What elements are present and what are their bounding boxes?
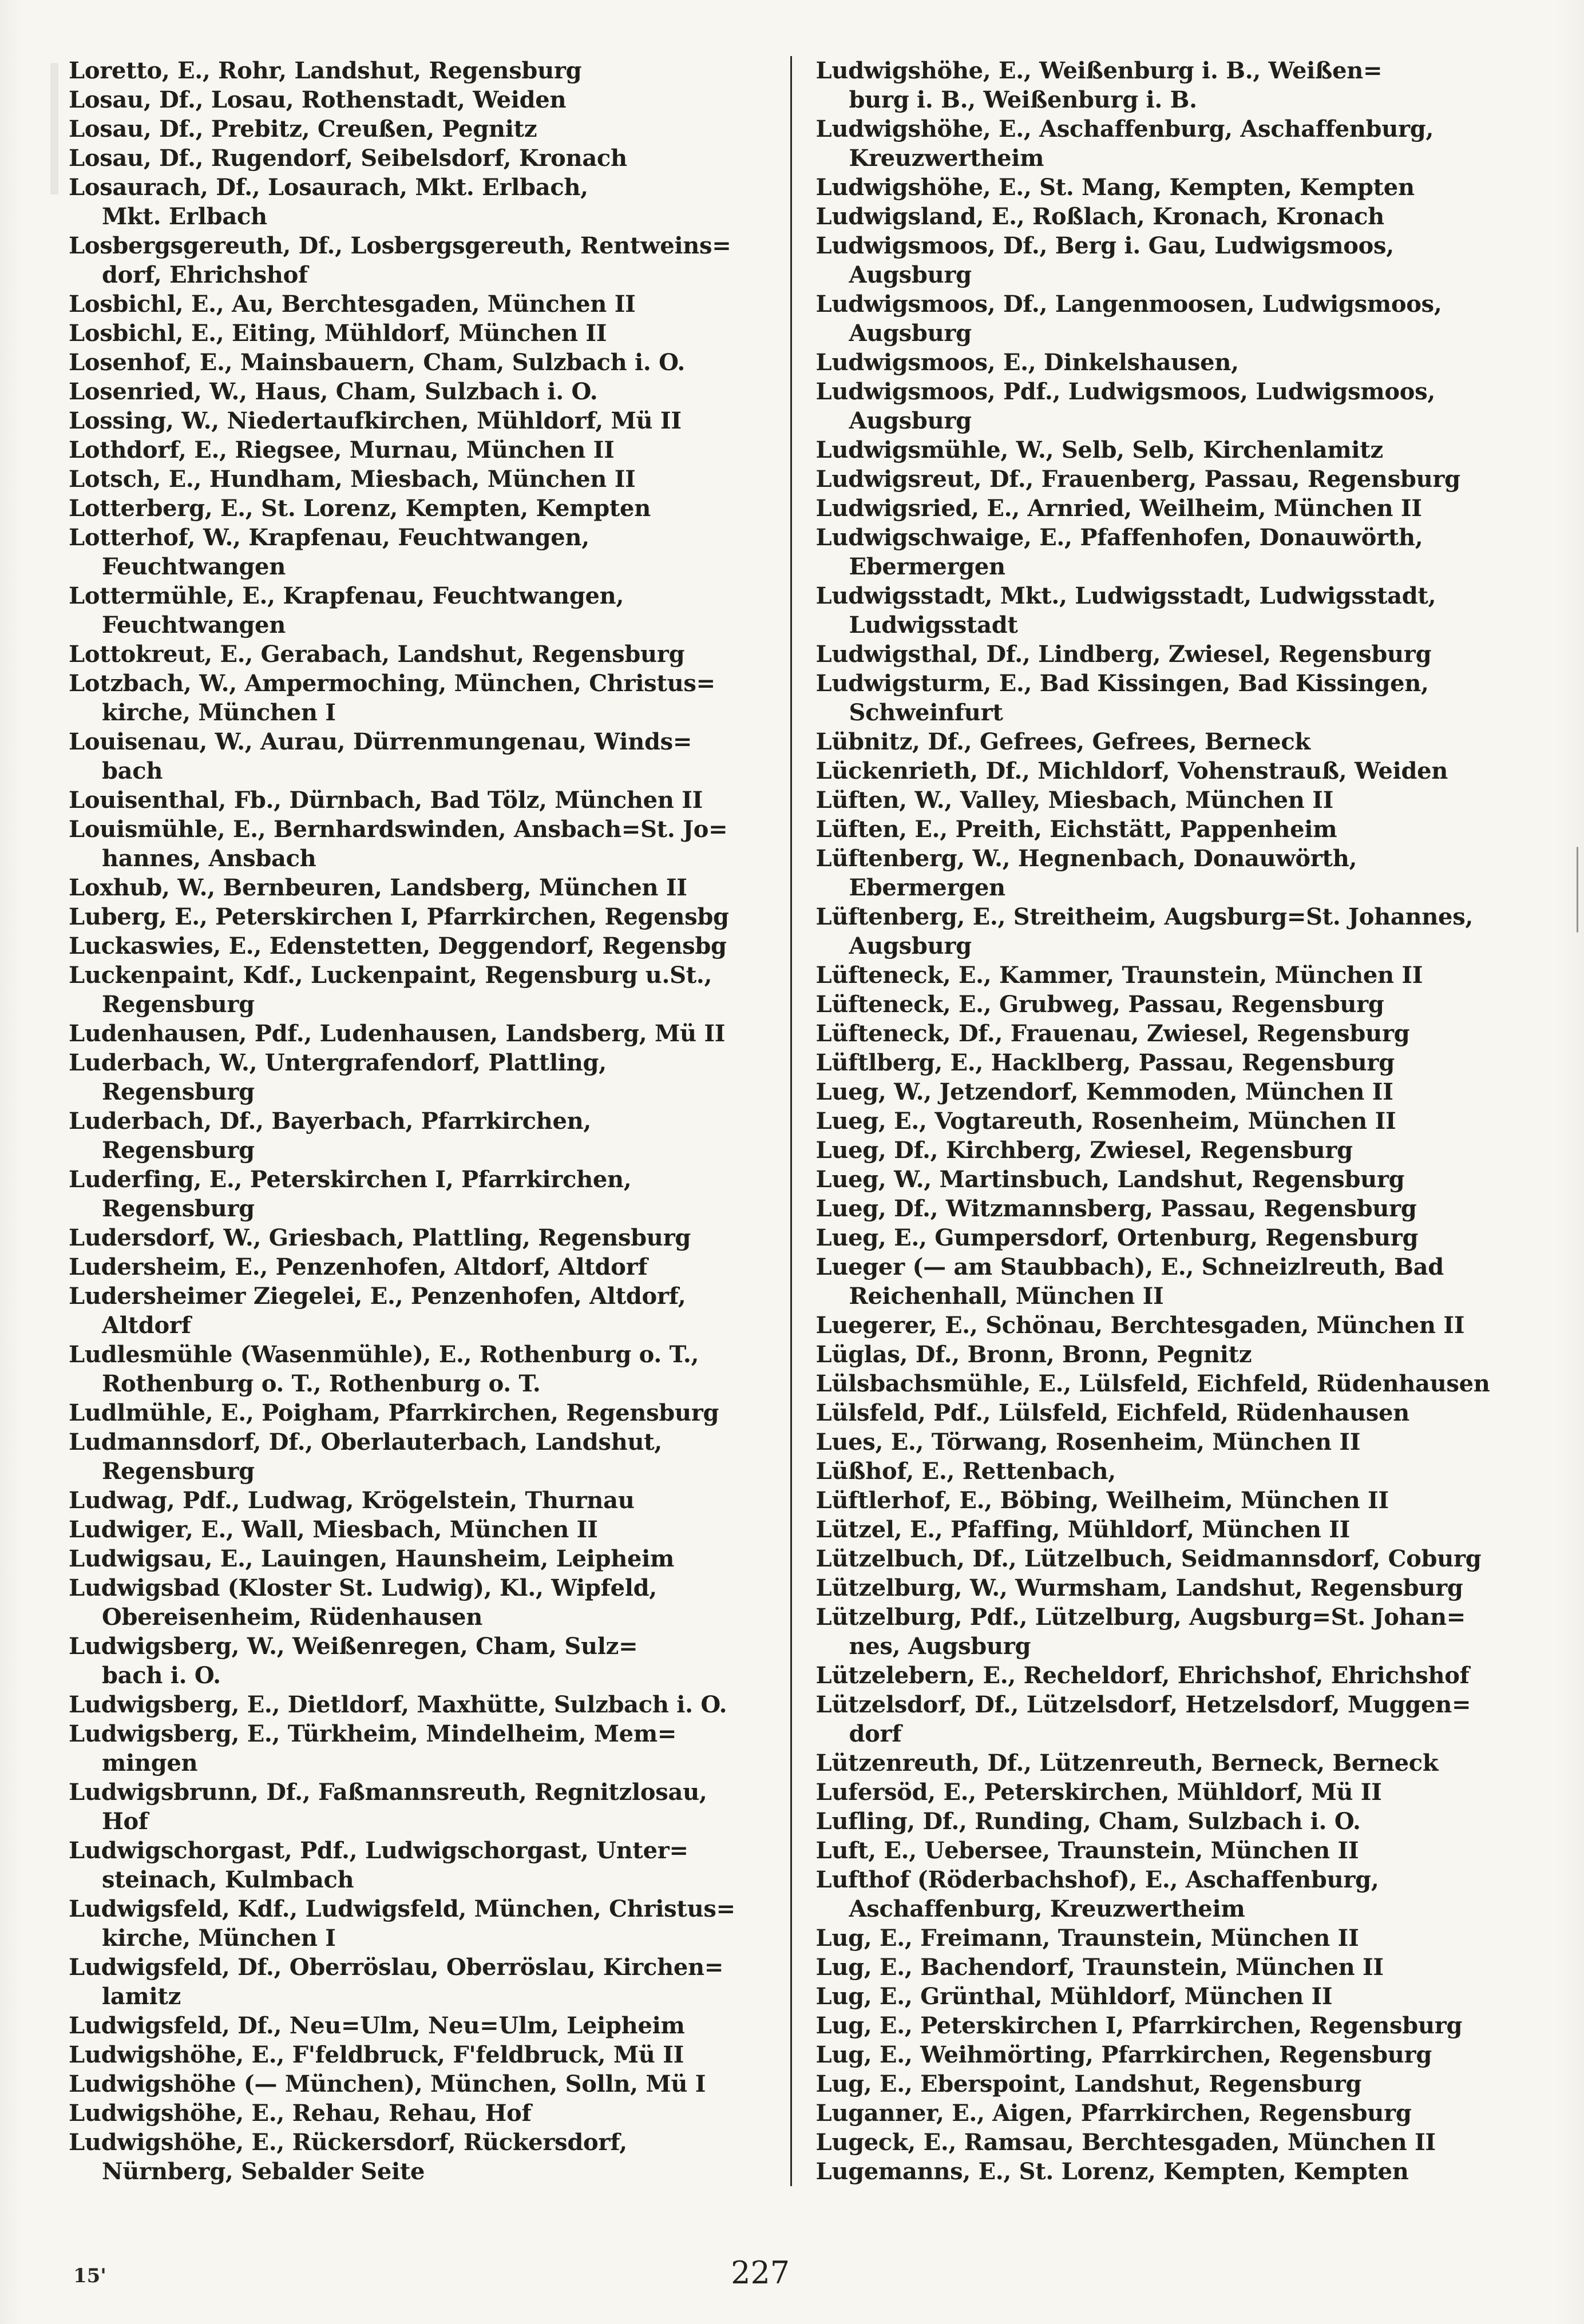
entry-line: Lüftlberg, E., Hacklberg, Passau, Regensburg [815,1049,1395,1076]
entry-line: Ludwigsthal, Df., Lindberg, Zwiesel, Regensburg [815,641,1432,668]
entry-line: Lug, E., Weihmörting, Pfarrkirchen, Regensburg [815,2041,1432,2068]
entry-line: Lues, E., Törwang, Rosenheim, München II [815,1429,1361,1456]
gazetteer-entry [816,1748,1530,1778]
gazetteer-entry [69,2128,782,2186]
entry-line: Augsburg [849,933,972,959]
entry-line: Ludlesmühle (Wasenmühle), E., Rothenburg o. T., [69,1341,699,1368]
entry-line: Lüftlerhof, E., Böbing, Weilheim, München II [815,1487,1389,1514]
gazetteer-entry [69,377,782,406]
entry-line: Lotterhof, W., Krapfenau, Feuchtwangen, [69,524,589,551]
gazetteer-entry [816,1924,1530,1953]
entry-line: Nürnberg, Sebalder Seite [102,2158,425,2185]
gazetteer-entry [816,2157,1530,2186]
gazetteer-entry [69,902,782,931]
gazetteer-entry [816,1194,1530,1223]
entry-line: Lotterberg, E., St. Lorenz, Kempten, Kempten [69,495,651,522]
left-column [69,56,782,2186]
entry-line: Ludwigsfeld, Kdf., Ludwigsfeld, München, Christus= [69,1895,735,1922]
entry-line: Ludwigsfeld, Df., Neu=Ulm, Neu=Ulm, Leipheim [69,2012,685,2039]
gazetteer-entry [69,465,782,494]
entry-line: Louismühle, E., Bernhardswinden, Ansbach=St. Jo= [69,816,728,843]
entry-line: Louisenau, W., Aurau, Dürrenmungenau, Winds= [69,728,692,755]
gazetteer-entry [816,902,1530,961]
gazetteer-entry [816,1107,1530,1136]
entry-line: Augsburg [849,261,972,288]
gazetteer-entry [816,1019,1530,1048]
entry-line: Ludersheim, E., Penzenhofen, Altdorf, Altdorf [69,1254,648,1280]
entry-line: Ludwigshöhe, E., Aschaffenburg, Aschaffenburg, [815,116,1434,142]
entry-line: Lufling, Df., Runding, Cham, Sulzbach i. O. [815,1808,1361,1835]
entry-line: Luderbach, Df., Bayerbach, Pfarrkirchen, [69,1108,592,1135]
gazetteer-entry [816,2099,1530,2128]
entry-line: Lützel, E., Pfaffing, Mühldorf, München II [815,1516,1351,1543]
gazetteer-entry [69,289,782,319]
entry-line: Altdorf [102,1312,191,1339]
scan-artifact [1577,847,1578,933]
entry-line: Lueg, E., Gumpersdorf, Ortenburg, Regensburg [815,1224,1419,1251]
entry-line: Lueg, W., Jetzendorf, Kemmoden, München II [815,1078,1393,1105]
entry-line: Lug, E., Grünthal, Mühldorf, München II [815,1983,1333,2010]
gazetteer-entry [816,844,1530,902]
gazetteer-entry [816,815,1530,844]
gazetteer-entry [816,786,1530,815]
gazetteer-entry [69,640,782,669]
gazetteer-entry [816,2069,1530,2099]
entry-line: Regensburg [102,991,255,1018]
entry-line: Ludwigsau, E., Lauingen, Haunsheim, Leipheim [69,1545,675,1572]
gazetteer-entry [816,1865,1530,1924]
gazetteer-entry [816,1544,1530,1573]
gazetteer-entry [816,1048,1530,1077]
entry-line: Loretto, E., Rohr, Landshut, Regensburg [69,57,582,84]
entry-line: Ludwigsbrunn, Df., Faßmannsreuth, Regnitzlosau, [69,1779,707,1806]
entry-line: Lüglas, Df., Bronn, Bronn, Pegnitz [815,1341,1252,1368]
entry-line: Lülsfeld, Pdf., Lülsfeld, Eichfeld, Rüdenhausen [815,1399,1409,1426]
entry-line: Lützenreuth, Df., Lützenreuth, Berneck, Berneck [815,1750,1439,1776]
gazetteer-entry [69,523,782,581]
entry-line: Lüften, W., Valley, Miesbach, München II [815,787,1334,814]
entry-line: Lüftenberg, E., Streitheim, Augsburg=St. Johannes, [815,903,1474,930]
entry-line: Ludwigsmoos, Df., Langenmoosen, Ludwigsmoos, [815,291,1442,318]
gazetteer-entry [69,1544,782,1573]
entry-line: Lüfteneck, Df., Frauenau, Zwiesel, Regensburg [815,1020,1410,1047]
gazetteer-entry [816,961,1530,990]
entry-line: burg i. B., Weißenburg i. B. [849,86,1197,113]
entry-line: Losenhof, E., Mainsbauern, Cham, Sulzbach i. O. [69,349,685,376]
entry-line: Lossing, W., Niedertaufkirchen, Mühldorf, Mü II [69,407,682,434]
entry-line: Lug, E., Eberspoint, Landshut, Regensburg [815,2071,1362,2097]
entry-line: Ludwigshöhe, E., St. Mang, Kempten, Kempten [815,174,1415,201]
entry-line: bach i. O. [102,1662,221,1689]
entry-line: Ludwigshöhe, E., Weißenburg i. B., Weißen= [815,57,1383,84]
entry-line: Ebermergen [849,874,1005,901]
gazetteer-entry [69,669,782,727]
gazetteer-entry [816,202,1530,231]
entry-line: Regensburg [102,1458,255,1485]
gazetteer-entry [816,494,1530,523]
gazetteer-entry [816,231,1530,289]
entry-line: Luberg, E., Peterskirchen I, Pfarrkirchen, Regensbg [69,903,729,930]
entry-line: kirche, München I [102,1925,336,1952]
entry-line: Loxhub, W., Bernbeuren, Landsberg, München II [69,874,687,901]
two-column-text-block [69,56,1529,2186]
gazetteer-entry [816,1369,1530,1398]
gazetteer-entry [816,727,1530,756]
entry-line: Lülsbachsmühle, E., Lülsfeld, Eichfeld, Rüdenhausen [815,1370,1490,1397]
gazetteer-entry [69,961,782,1019]
entry-line: Ludwiger, E., Wall, Miesbach, München II [69,1516,598,1543]
entry-line: Regensburg [102,1137,255,1164]
entry-line: Kreuzwertheim [849,145,1044,172]
entry-line: Lueg, W., Martinsbuch, Landshut, Regensburg [815,1166,1405,1193]
gazetteer-entry [816,56,1530,114]
entry-line: Lugeck, E., Ramsau, Berchtesgaden, München II [815,2129,1436,2156]
entry-line: Ludlmühle, E., Poigham, Pfarrkirchen, Regensburg [69,1399,719,1426]
gazetteer-entry [816,1165,1530,1194]
gazetteer-entry [69,815,782,873]
entry-line: hannes, Ansbach [102,845,316,872]
gazetteer-entry [69,1107,782,1165]
gazetteer-entry [69,2099,782,2128]
entry-line: Luckenpaint, Kdf., Luckenpaint, Regensburg u.St., [69,962,712,989]
gazetteer-entry [69,348,782,377]
entry-line: Lützelbuch, Df., Lützelbuch, Seidmannsdorf, Coburg [815,1545,1482,1572]
gazetteer-entry [69,494,782,523]
gazetteer-entry [69,1778,782,1836]
entry-line: Losenried, W., Haus, Cham, Sulzbach i. O. [69,378,598,405]
entry-line: Rothenburg o. T., Rothenburg o. T. [102,1370,541,1397]
entry-line: Losbichl, E., Eiting, Mühldorf, München II [69,320,607,347]
entry-line: lamitz [102,1983,181,2010]
entry-line: Lueg, Df., Witzmannsberg, Passau, Regensburg [815,1195,1417,1222]
signature-mark: 15' [73,2264,106,2287]
right-column [792,56,1530,2186]
gazetteer-entry [69,1252,782,1282]
gazetteer-entry [816,669,1530,727]
gazetteer-entry [69,1836,782,1894]
entry-line: Louisenthal, Fb., Dürnbach, Bad Tölz, München II [69,787,703,814]
entry-line: Ludwigsfeld, Df., Oberröslau, Oberröslau, Kirchen= [69,1954,724,1981]
entry-line: Lüften, E., Preith, Eichstätt, Pappenheim [815,816,1337,843]
entry-line: Luderbach, W., Untergrafendorf, Plattling, [69,1049,607,1076]
gazetteer-entry [816,1690,1530,1748]
entry-line: Regensburg [102,1195,255,1222]
entry-line: Lueg, Df., Kirchberg, Zwiesel, Regensburg [815,1137,1353,1164]
gazetteer-entry [816,2128,1530,2157]
entry-line: Lübnitz, Df., Gefrees, Gefrees, Berneck [815,728,1310,755]
entry-line: Lotzbach, W., Ampermoching, München, Christus= [69,670,715,697]
gazetteer-entry [69,1953,782,2011]
entry-line: Lüftenberg, W., Hegnenbach, Donauwörth, [815,845,1357,872]
entry-line: Lottermühle, E., Krapfenau, Feuchtwangen, [69,582,624,609]
entry-line: nes, Augsburg [849,1633,1031,1660]
page-number: 227 [731,2255,790,2291]
entry-line: Lützelebern, E., Recheldorf, Ehrichshof, Ehrichshof [815,1662,1470,1689]
entry-line: Ludwigsmoos, Pdf., Ludwigsmoos, Ludwigsmoos, [815,378,1436,405]
entry-line: Regensburg [102,1078,255,1105]
entry-line: mingen [102,1750,198,1776]
entry-line: Ludersheimer Ziegelei, E., Penzenhofen, Altdorf, [69,1283,686,1310]
entry-line: Lugemanns, E., St. Lorenz, Kempten, Kempten [815,2158,1409,2185]
gazetteer-entry [816,523,1530,581]
entry-line: Ludwigsberg, W., Weißenregen, Cham, Sulz= [69,1633,638,1660]
entry-line: Lützelburg, W., Wurmsham, Landshut, Regensburg [815,1575,1463,1601]
scan-artifact [50,63,58,195]
entry-line: steinach, Kulmbach [102,1866,354,1893]
entry-line: Ludwigshöhe, E., F'feldbruck, F'feldbruck, Mü II [69,2041,684,2068]
gazetteer-entry [816,1573,1530,1603]
entry-line: Losaurach, Df., Losaurach, Mkt. Erlbach, [69,174,588,201]
gazetteer-entry [816,435,1530,465]
entry-line: Obereisenheim, Rüdenhausen [102,1604,483,1631]
entry-line: Ludwigschorgast, Pdf., Ludwigschorgast, Unter= [69,1837,688,1864]
entry-line: Ludmannsdorf, Df., Oberlauterbach, Landshut, [69,1429,662,1456]
entry-line: Losau, Df., Rugendorf, Seibelsdorf, Kronach [69,145,627,172]
gazetteer-entry [816,640,1530,669]
entry-line: Luckaswies, E., Edenstetten, Deggendorf, Regensbg [69,933,727,959]
entry-line: Ludenhausen, Pdf., Ludenhausen, Landsberg, Mü II [69,1020,726,1047]
gazetteer-entry [816,1457,1530,1486]
entry-line: Lueger (— am Staubbach), E., Schneizlreuth, Bad [815,1254,1444,1280]
gazetteer-entry [69,173,782,231]
entry-line: Augsburg [849,320,972,347]
gazetteer-entry [69,1486,782,1515]
entry-line: Lug, E., Freimann, Traunstein, München II [815,1925,1359,1952]
entry-line: Lottokreut, E., Gerabach, Landshut, Regensburg [69,641,685,668]
entry-line: Lueg, E., Vogtareuth, Rosenheim, München II [815,1108,1396,1135]
entry-line: Aschaffenburg, Kreuzwertheim [849,1895,1245,1922]
entry-line: Ludwigsland, E., Roßlach, Kronach, Kronach [815,203,1384,230]
gazetteer-entry [69,1573,782,1632]
gazetteer-entry [69,1719,782,1778]
gazetteer-entry [69,114,782,144]
entry-line: Ludwigsreut, Df., Frauenberg, Passau, Regensburg [815,466,1460,493]
entry-line: Ludwigshöhe, E., Rehau, Rehau, Hof [69,2100,532,2127]
page-footer [0,2250,1584,2291]
gazetteer-entry [69,1894,782,1953]
gazetteer-entry [816,1252,1530,1311]
entry-line: Losbichl, E., Au, Berchtesgaden, München II [69,291,636,318]
gazetteer-entry [69,1165,782,1223]
gazetteer-entry [69,406,782,435]
gazetteer-entry [69,1223,782,1252]
entry-line: Ludersdorf, W., Griesbach, Plattling, Regensburg [69,1224,691,1251]
entry-line: Lothdorf, E., Riegsee, Murnau, München II [69,437,615,463]
entry-line: Ludwigsberg, E., Türkheim, Mindelheim, Mem= [69,1720,677,1747]
gazetteer-entry [816,1486,1530,1515]
entry-line: Reichenhall, München II [849,1283,1164,1310]
entry-line: Ludwigsberg, E., Dietldorf, Maxhütte, Sulzbach i. O. [69,1691,727,1718]
entry-line: Lüfteneck, E., Grubweg, Passau, Regensburg [815,991,1384,1018]
gazetteer-entry [816,1340,1530,1369]
gazetteer-entry [816,1982,1530,2011]
gazetteer-entry [816,1778,1530,1807]
gazetteer-entry [816,1807,1530,1836]
gazetteer-entry [816,2011,1530,2040]
gazetteer-entry [69,1632,782,1690]
entry-line: Augsburg [849,407,972,434]
gazetteer-entry [69,1398,782,1427]
entry-line: Lüfteneck, E., Kammer, Traunstein, München II [815,962,1423,989]
entry-line: Ludwigsried, E., Arnried, Weilheim, München II [815,495,1422,522]
gazetteer-entry [816,377,1530,435]
gazetteer-entry [69,1690,782,1719]
entry-line: Ludwigshöhe (— München), München, Solln, Mü I [69,2071,706,2097]
gazetteer-entry [69,1019,782,1048]
entry-line: Lützelburg, Pdf., Lützelburg, Augsburg=St. Johan= [815,1604,1466,1631]
entry-line: Losau, Df., Prebitz, Creußen, Pegnitz [69,116,537,142]
entry-line: Ludwag, Pdf., Ludwag, Krögelstein, Thurnau [69,1487,635,1514]
entry-line: Ludwigsstadt [849,612,1018,638]
entry-line: Ludwigsturm, E., Bad Kissingen, Bad Kissingen, [815,670,1429,697]
gazetteer-entry [69,2069,782,2099]
entry-line: Ebermergen [849,553,1005,580]
entry-line: Ludwigschwaige, E., Pfaffenhofen, Donauwörth, [815,524,1423,551]
gazetteer-entry [69,581,782,640]
entry-line: Losau, Df., Losau, Rothenstadt, Weiden [69,86,567,113]
gazetteer-entry [69,1427,782,1486]
gazetteer-entry [69,319,782,348]
gazetteer-entry [69,2040,782,2069]
entry-line: Luderfing, E., Peterskirchen I, Pfarrkirchen, [69,1166,632,1193]
gazetteer-entry [816,289,1530,348]
gazetteer-entry [816,1223,1530,1252]
gazetteer-entry [816,465,1530,494]
entry-line: bach [102,758,163,784]
gazetteer-entry [69,727,782,786]
gazetteer-entry [816,1136,1530,1165]
gazetteer-entry [69,1340,782,1398]
gazetteer-entry [816,1311,1530,1340]
entry-line: Lufthof (Röderbachshof), E., Aschaffenburg, [815,1866,1379,1893]
gazetteer-entry [816,348,1530,377]
gazetteer-entry [816,173,1530,202]
gazetteer-entry [816,756,1530,786]
entry-line: Mkt. Erlbach [102,203,267,230]
entry-line: Ludwigsmühle, W., Selb, Selb, Kirchenlamitz [815,437,1383,463]
entry-line: Schweinfurt [849,699,1003,726]
gazetteer-entry [69,1515,782,1544]
gazetteer-entry [69,144,782,173]
gazetteer-entry [69,2011,782,2040]
gazetteer-entry [816,1661,1530,1690]
gazetteer-entry [69,931,782,961]
gazetteer-entry [816,114,1530,173]
entry-line: Luegerer, E., Schönau, Berchtesgaden, München II [815,1312,1465,1339]
gazetteer-entry [69,435,782,465]
entry-line: Lotsch, E., Hundham, Miesbach, München II [69,466,636,493]
entry-line: Ludwigsstadt, Mkt., Ludwigsstadt, Ludwigsstadt, [815,582,1436,609]
gazetteer-entry [816,1953,1530,1982]
gazetteer-entry [816,2040,1530,2069]
gazetteer-entry [816,1427,1530,1457]
entry-line: Lückenrieth, Df., Michldorf, Vohenstrauß, Weiden [815,758,1448,784]
entry-line: Lug, E., Peterskirchen I, Pfarrkirchen, Regensburg [815,2012,1463,2039]
entry-line: Ludwigsmoos, Df., Berg i. Gau, Ludwigsmoos, [815,232,1394,259]
gazetteer-entry [816,581,1530,640]
entry-line: Ludwigshöhe, E., Rückersdorf, Rückersdorf, [69,2129,627,2156]
entry-line: Ludwigsmoos, E., Dinkelshausen, [815,349,1239,376]
gazetteer-entry [816,1077,1530,1107]
gazetteer-entry [816,1836,1530,1865]
entry-line: Ludwigsbad (Kloster St. Ludwig), Kl., Wipfeld, [69,1575,657,1601]
entry-line: Lug, E., Bachendorf, Traunstein, München II [815,1954,1384,1981]
gazetteer-entry [69,56,782,85]
gazetteer-entry [69,786,782,815]
entry-line: Luganner, E., Aigen, Pfarrkirchen, Regensburg [815,2100,1412,2127]
entry-line: Lufersöd, E., Peterskirchen, Mühldorf, Mü II [815,1779,1382,1806]
gazetteer-entry [816,1603,1530,1661]
entry-line: dorf [849,1720,902,1747]
gazetteer-entry [69,1282,782,1340]
entry-line: Lüßhof, E., Rettenbach, [815,1458,1116,1485]
entry-line: kirche, München I [102,699,336,726]
entry-line: Feuchtwangen [102,553,286,580]
entry-line: Lützelsdorf, Df., Lützelsdorf, Hetzelsdorf, Muggen= [815,1691,1471,1718]
gazetteer-entry [816,1398,1530,1427]
gazetteer-entry [69,85,782,114]
entry-line: Losbergsgereuth, Df., Losbergsgereuth, Rentweins= [69,232,731,259]
gazetteer-entry [69,231,782,289]
gazetteer-entry [816,990,1530,1019]
entry-line: dorf, Ehrichshof [102,261,308,288]
gazetteer-entry [69,1048,782,1107]
gazetteer-entry [69,873,782,902]
gazetteer-entry [816,1515,1530,1544]
entry-line: Luft, E., Uebersee, Traunstein, München II [815,1837,1359,1864]
entry-line: Hof [102,1808,148,1835]
entry-line: Feuchtwangen [102,612,286,638]
